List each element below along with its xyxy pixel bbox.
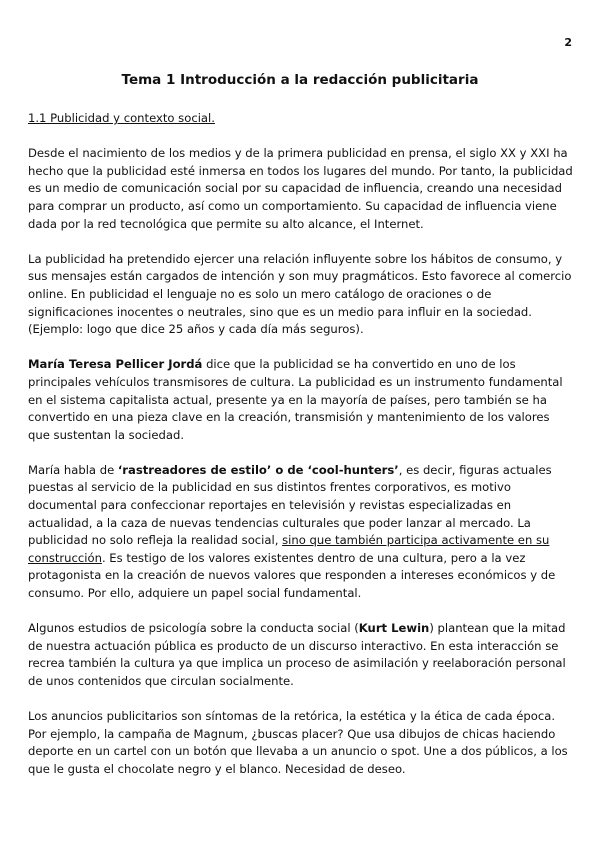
paragraph-2: La publicidad ha pretendido ejercer una relación influyente sobre los hábitos de consumo, y sus mensajes están cargados de intención y son muy pragmáticos. Esto favorece al comercio online. En publicidad el lenguaje no es solo un mero catálogo de oraciones o de significaciones inocentes o neutrales, sino que es un medio para influir en la sociedad. (Ejemplo: logo que dice 25 años y cada día más seguros). <box>28 251 572 337</box>
document-body <box>28 110 573 796</box>
paragraph-text: ) plantean que la mitad de nuestra actuación pública es producto de un discurso interactivo. En esta interacción se recrea también la cultura ya que implica un proceso de asimilación y reelaboración personal de unos contenidos que circulan socialmente. <box>28 621 566 688</box>
paragraph-4 <box>28 462 573 603</box>
paragraph-text: . Es testigo de los valores existentes dentro de una cultura, pero a la vez protagonista en la creación de nuevos valores que responden a intereses económicos y de consumo. Por ello, adquiere un papel social fundamental. <box>28 550 556 601</box>
paragraph-text: , es decir, figuras actuales puestas al servicio de la publicidad en sus distintos frentes corporativos, es motivo documental para confeccionar reportajes en televisión y revistas especializadas en actualidad, a la caza de nuevas tendencias culturales que poder lanzar al mercado. La publicidad no solo refleja la realidad social, <box>28 462 552 548</box>
paragraph-text: Algunos estudios de psicología sobre la conducta social ( <box>28 621 359 636</box>
paragraph-text: María habla de <box>28 462 118 477</box>
paragraph-3 <box>28 356 573 444</box>
underlined-phrase: sino que también participa activamente en su construcción <box>28 533 550 565</box>
paragraph-5 <box>28 620 573 690</box>
section-heading: 1.1 Publicidad y contexto social. <box>28 111 215 125</box>
paragraph-1: Desde el nacimiento de los medios y de la primera publicidad en prensa, el siglo XX y XXI ha hecho que la publicidad esté inmersa en todos los lugares del mundo. Por tanto, la publicidad es un medio de comunicación social por su capacidad de influencia, creando una necesidad para comprar un producto, así como un comportamiento. Su capacidad de influencia viene dada por la red tecnológica que permite su alto alcance, el Internet. <box>28 146 573 231</box>
page-number: 2 <box>564 36 572 49</box>
paragraph-6: Los anuncios publicitarios son síntomas de la retórica, la estética y la ética de cada época. Por ejemplo, la campaña de Magnum, ¿buscas placer? Que usa dibujos de chicas haciendo deporte en un cartel con un botón que llevaba a un anuncio o spot. Une a dos públicos, a los que le gusta el chocolate negro y el blanco. Necesidad de deseo. <box>28 709 568 776</box>
author-name: Kurt Lewin <box>358 621 430 636</box>
key-term: ‘rastreadores de estilo’ o de ‘cool-hunters’ <box>117 462 399 477</box>
paragraph-text: dice que la publicidad se ha convertido en uno de los principales vehículos transmisores de cultura. La publicidad es un instrumento fundamental en el sistema capitalista actual, presente ya en la mayoría de países, pero también se ha convertido en una pieza clave en la creación, transmisión y mantenimiento de los valores que sustentan la sociedad. <box>28 357 563 442</box>
page-title: Tema 1 Introducción a la redacción publicitaria <box>121 72 479 88</box>
author-name: María Teresa Pellicer Jordá <box>28 357 203 372</box>
